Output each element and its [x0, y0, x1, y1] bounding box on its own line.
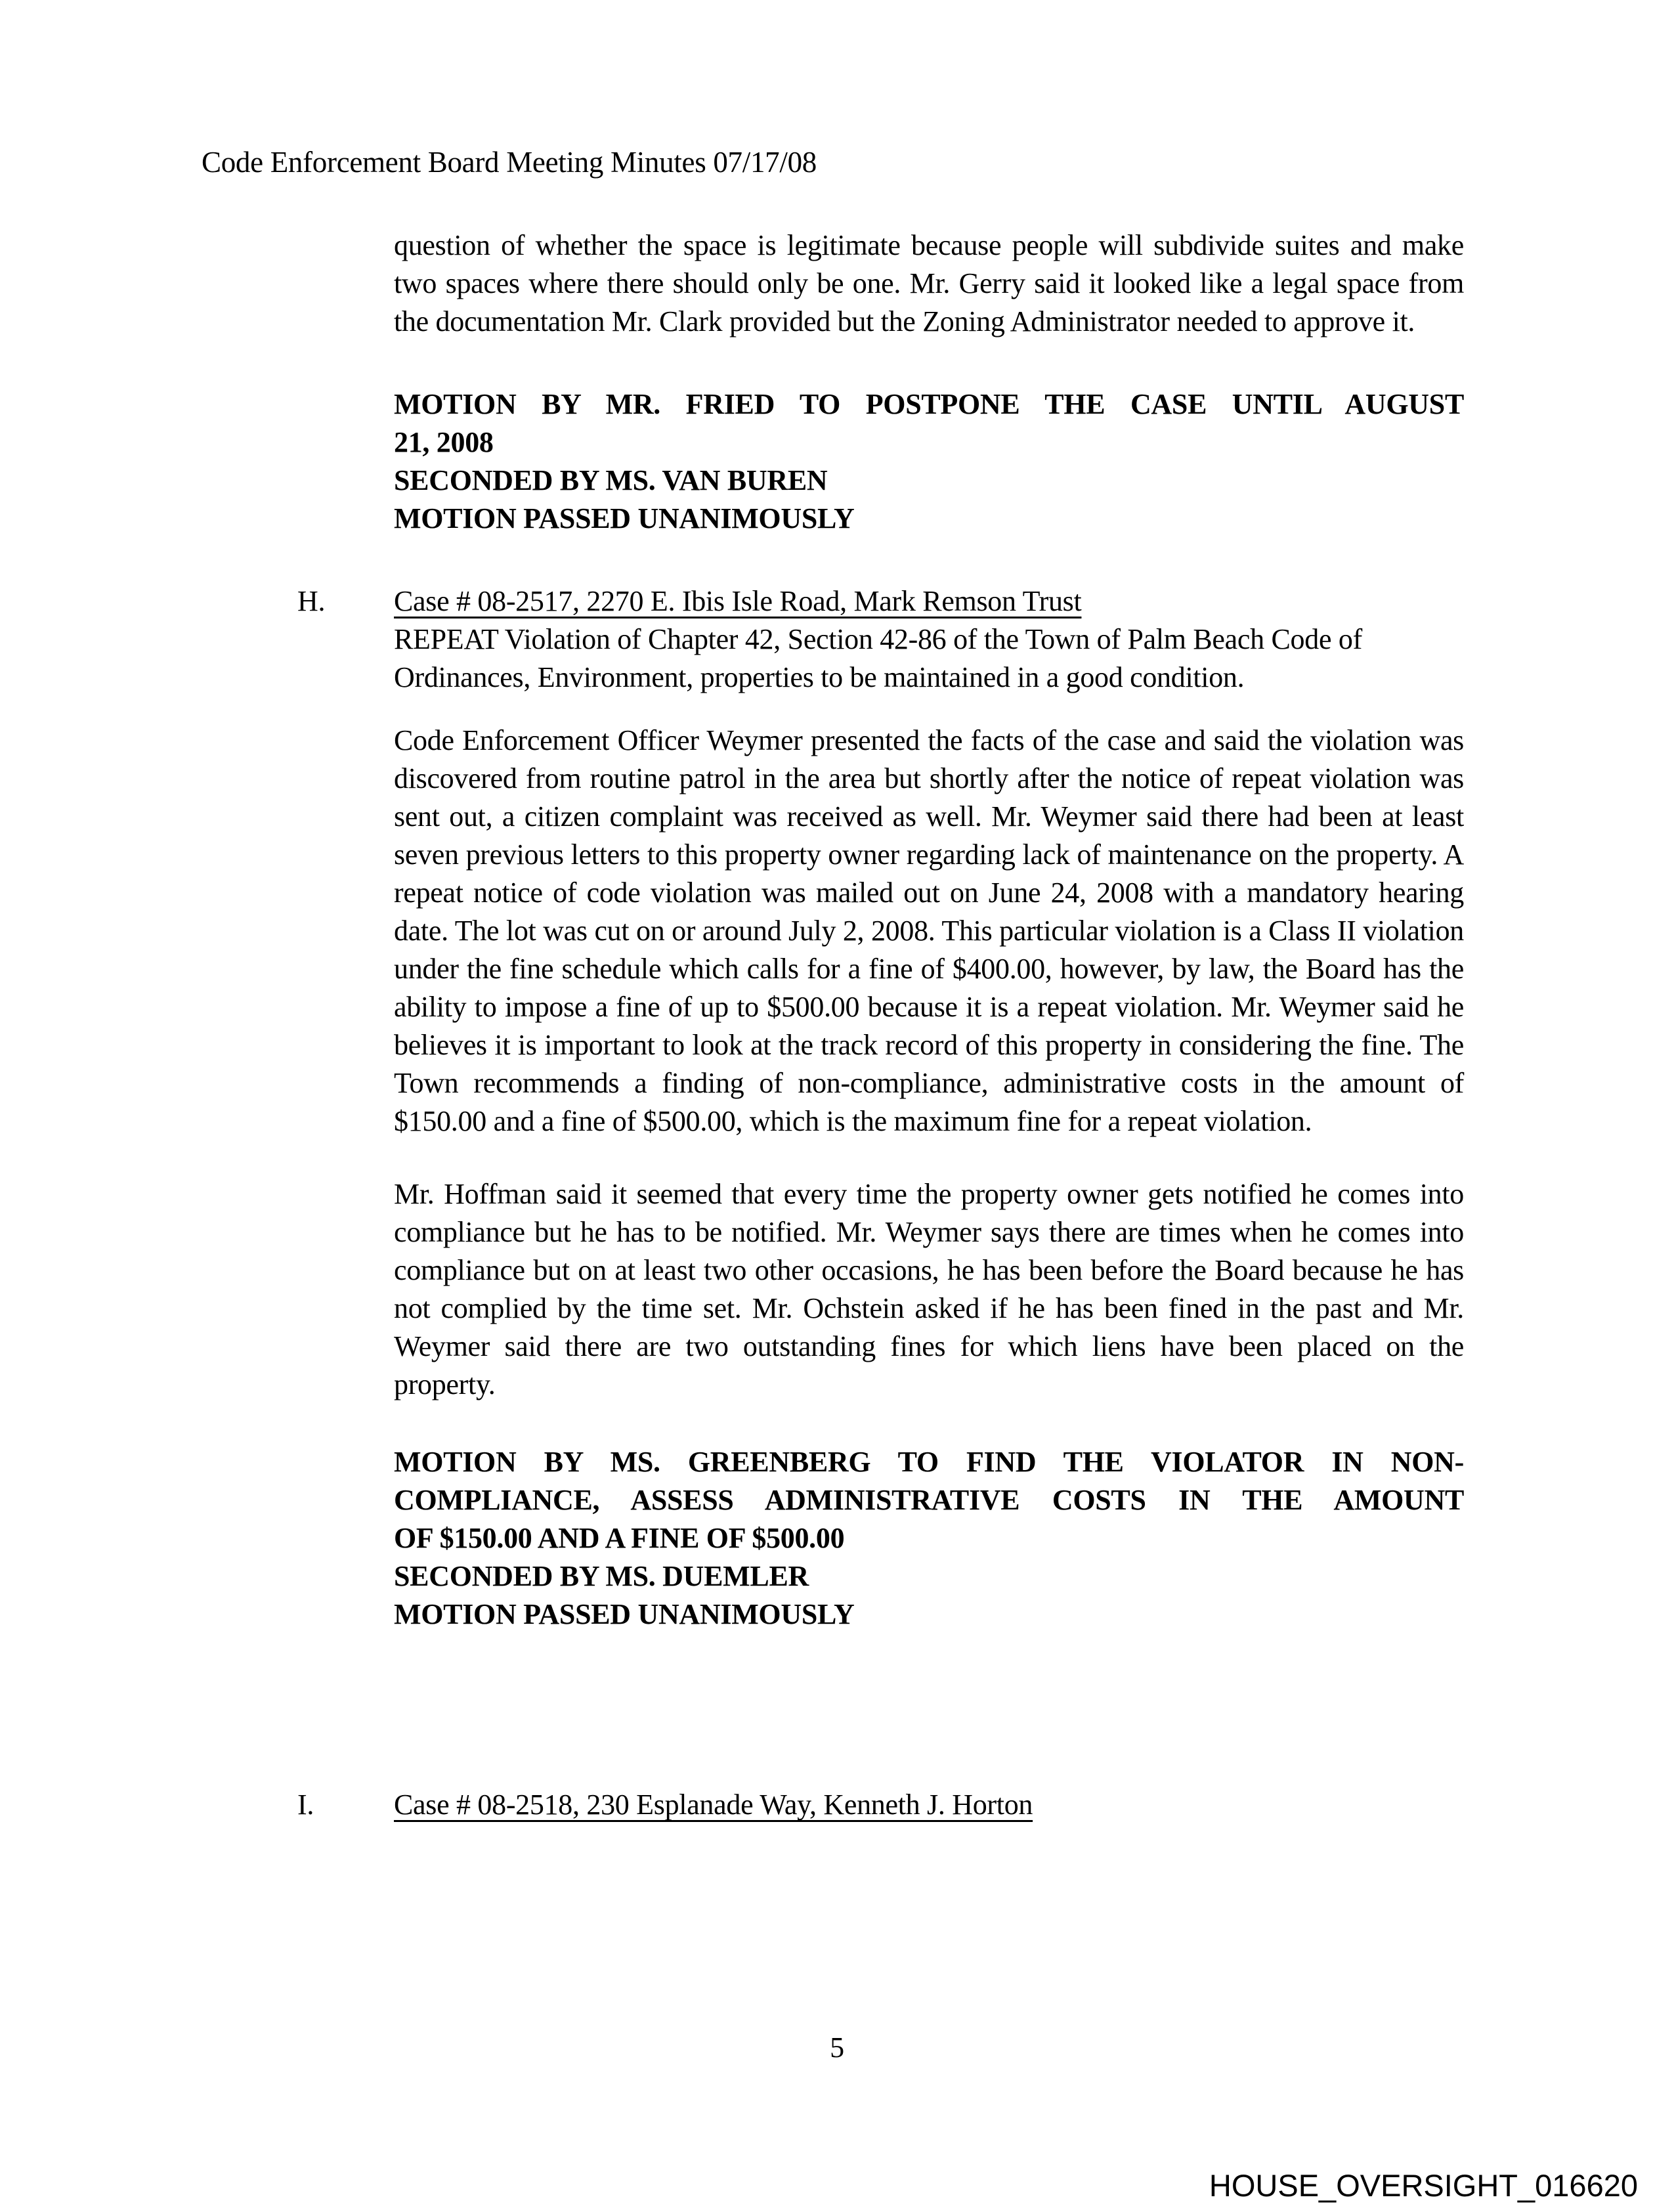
motion-fried-line-2: 21, 2008 [394, 426, 494, 458]
paragraph-officer-weymer: Code Enforcement Officer Weymer presented the facts of the case and said the violation was discovered from routine patrol in the area but shortly after the notice of repeat violation was sent out, a citizen complaint was received as well. Mr. Weymer said there had been at least seven previous letters to this property owner regarding lack of maintenance on the property. A repeat notice of code violation was mailed out on June 24, 2008 with a mandatory hearing date. The lot was cut on or around July 2, 2008. This particular violation is a Class II violation under the fine schedule which calls for a fine of $400.00, however, by law, the Board has the ability to impose a fine of up to $500.00 because it is a repeat violation. Mr. Weymer said he believes it is important to look at the track record of this property in considering the fine. The Town recommends a finding of non-compliance, administrative costs in the amount of $150.00 and a fine of $500.00, which is the maximum fine for a repeat violation. [394, 724, 1464, 1137]
motion-greenberg-line-3: OF $150.00 AND A FINE OF $500.00 [394, 1522, 845, 1554]
case-item-h-body [394, 582, 1464, 697]
motion-greenberg-seconded: SECONDED BY MS. DUEMLER [394, 1560, 809, 1592]
paragraph-zoning-discussion: question of whether the space is legitimate because people will subdivide suites and make two spaces where there should only be one. Mr. Gerry said it looked like a legal space from the documentation Mr. Clark provided but the Zoning Administrator needed to approve it. [394, 229, 1464, 337]
motion-fried-seconded: SECONDED BY MS. VAN BUREN [394, 464, 828, 496]
motion-greenberg-passed: MOTION PASSED UNANIMOUSLY [394, 1598, 855, 1630]
motion-fried-line-1: MOTION BY MR. FRIED TO POSTPONE THE CASE UNTIL AUGUST [394, 388, 1464, 420]
case-item-i-body [394, 1786, 1464, 1824]
motion-fried-passed: MOTION PASSED UNANIMOUSLY [394, 502, 855, 534]
document-body [297, 227, 1464, 1824]
case-item-i-heading: Case # 08-2518, 230 Esplanade Way, Kenneth J. Horton [394, 1789, 1033, 1821]
page-number: 5 [830, 2031, 844, 2064]
case-item-h-label: H. [297, 585, 326, 617]
case-item-h-heading: Case # 08-2517, 2270 E. Ibis Isle Road, Mark Remson Trust [394, 585, 1082, 617]
paragraph-board-discussion: Mr. Hoffman said it seemed that every time the property owner gets notified he comes into compliance but he has to be notified. Mr. Weymer says there are times when he comes into compliance but on at least two other occasions, he has been before the Board because he has not complied by the time set. Mr. Ochstein asked if he has been fined in the past and Mr. Weymer said there are two outstanding fines for which liens have been placed on the property. [394, 1178, 1464, 1400]
motion-greenberg-line-2: COMPLIANCE, ASSESS ADMINISTRATIVE COSTS IN THE AMOUNT [394, 1484, 1464, 1516]
motion-greenberg-line-1: MOTION BY MS. GREENBERG TO FIND THE VIOLATOR IN NON- [394, 1446, 1464, 1478]
case-item-h-violation-text: REPEAT Violation of Chapter 42, Section 42-86 of the Town of Palm Beach Code of Ordinances, Environment, properties to be maintained in a good condition. [394, 623, 1362, 693]
case-item-h [297, 582, 1464, 697]
motion-greenberg-block [394, 1443, 1464, 1634]
page-header-title: Code Enforcement Board Meeting Minutes 07/17/08 [202, 146, 817, 179]
bates-number: HOUSE_OVERSIGHT_016620 [1209, 2168, 1638, 2203]
motion-fried-block [394, 385, 1464, 538]
case-item-i [297, 1786, 1464, 1824]
case-item-i-label: I. [297, 1789, 314, 1821]
